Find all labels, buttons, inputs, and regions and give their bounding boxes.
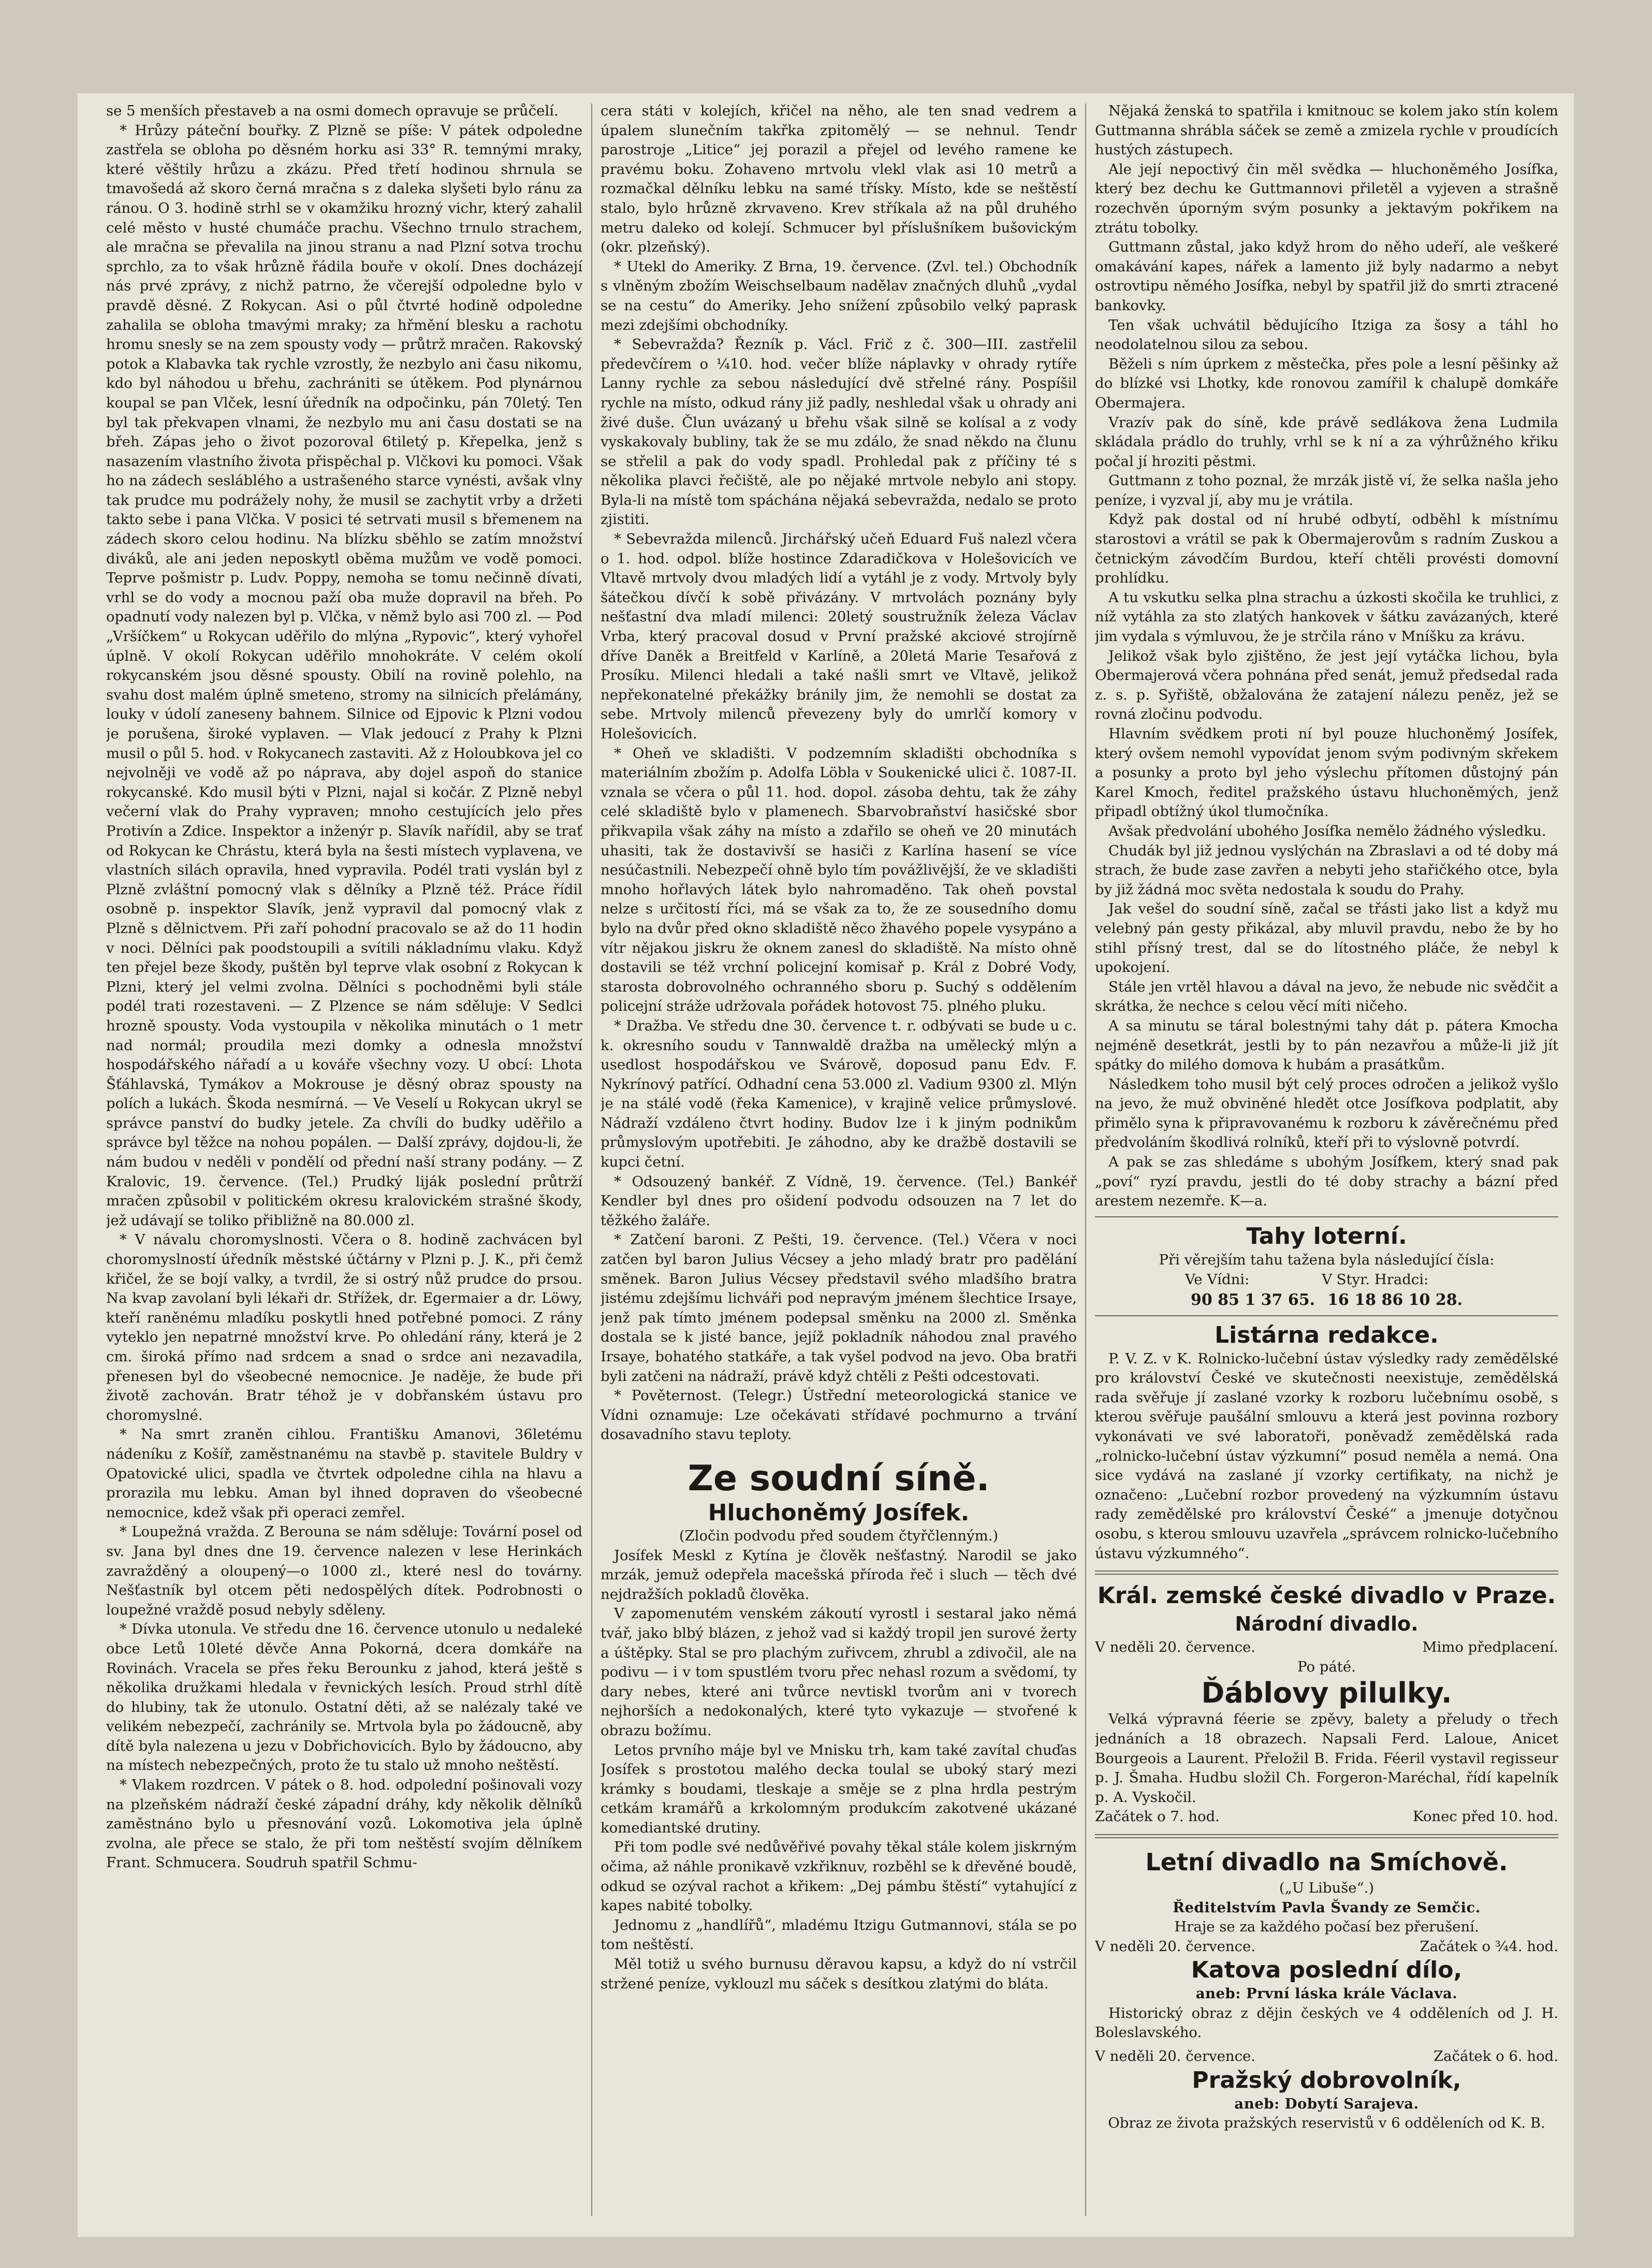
article-paragraph: * Dívka utonula. Ve středu dne 16. července utonulo u nedaleké obce Letů 10leté děvče Anna Pokorná, dcera domkáře na Rovinách. Vracela se přes řeku Berounku z jahod, která ještě s několika družkami hledala v řevnických lesích. Proud strhl dítě do hlubiny, tak že utonulo. Ostatní děti, až se nalézaly také ve velikém nebezpečí, zachránily se. Mrtvola byla po žádoucně, aby dítě byla nalezena u jezu v Dobřichovicích. Bylo by žádoucno, aby na místech nebezpečných, proto že tu stalo už mnoho neštěstí. (106, 1621, 582, 1774)
redakce-text: P. V. Z. v K. Rolnicko-lučební ústav výsledky rady zemědělské pro království České ve skutečnosti neexistuje, zemědělská rada svěřuje jí zaslané vzorky k rozboru lučebnímu osobě, s kterou svěřuje paušální smlouvu a která jest povinna rozbory vykonávati ve své laboratoři, poněvadž zemědělská rada „rolnicko-lučební ústav výzkumní“ posud neměla a nemá. Ona sice vydává na zaslané jí vzorky certifikaty, na nichž je označeno: „Lučební rozbor provedený na výzkumním ústavu rady zemědělské pro království České“ a jmenuje dotyčnou osobu, s kterou smlouvu uzavřela „správcem rolnicko-lučebního ústavu výzkumného“. (1095, 1350, 1558, 1562)
article-paragraph: * Odsouzený bankéř. Z Vídně, 19. července. (Tel.) Bankéř Kendler byl dnes pro ošidení podvodu odsouzen na 7 let do těžkého žaláře. (601, 1173, 1077, 1229)
article-paragraph: Jelikož však bylo zjištěno, že jest její vytáčka lichou, byla Obermajerová včera pohnána před senát, jemuž předsedal rada z. s. p. Syřiště, obžalována že zatajení nálezu peněz, jež se rovná zločinu podvodu. (1095, 647, 1558, 723)
article-paragraph: Jak vešel do soudní síně, začal se třásti jako list a když mu velebný pán gesty přikázal, aby mluvil pravdu, nebo že by ho stihl přísný trest, dal se do lítostného pláče, že nebyl k upokojení. (1095, 900, 1558, 976)
article-paragraph: Stále jen vrtěl hlavou a dával na jevo, že nebude nic svědčit a skrátka, že nechce s celou věcí míti ničeho. (1095, 978, 1558, 1015)
article-paragraph: Když pak dostal od ní hrubé odbytí, odběhl k místnímu starostovi a vrátil se pak k Obermajerovům s radním Zuskou a četnickým závodčím Burdou, kteří chtěli provésti domovní prohlídku. (1095, 511, 1558, 587)
play-subtitle: aneb: Dobytí Sarajeva. (1234, 2095, 1419, 2112)
article-paragraph: * Vlakem rozdrcen. V pátek o 8. hod. odpolední pošinovali vozy na plzeňském nádraží české západní dráhy, kdy několik dělníků zaměstnáno bylo u přesnování vozů. Lokomotiva jela úplně zvolna, ale přece se stalo, že při tom neštěstí svojím dělníkem Frant. Schmucera. Soudruh spatřil Schmu- (106, 1777, 582, 1871)
theatre-date-row (1095, 1638, 1558, 1658)
article-paragraph: Nějaká ženská to spatřila i kmitnouc se kolem jako stín kolem Guttmanna shrábla sáček se země a zmizela rychle v proudících hustých zástupech. (1095, 103, 1558, 158)
article-paragraph: * Zatčení baroni. Z Pešti, 19. července. (Tel.) Včera v noci zatčen byl baron Julius Vécsey a jeho mladý bratr pro padělání směnek. Baron Julius Vécsey představil svého mladšího bratra jistému zdejšímu lichváři pod nepravým jménem šlechtice Irsaye, jenž pak tímto jménem podepsal směnku na 2000 zl. Směnka dostala se k jisté bance, jejíž pokladník náhodou znal pravého Irsaye, bohatého statkáře, a tak vyšel podvod na jevo. Oba bratři byli zatčeni na nádraží, právě když chtěli z Pešti odcestovati. (601, 1231, 1077, 1385)
performance-date: V neděli 20. července. (1095, 2048, 1256, 2065)
divider (1095, 1834, 1558, 1838)
theatre-date-row (1095, 2047, 1558, 2067)
article-paragraph: * Utekl do Ameriky. Z Brna, 19. července. (Zvl. tel.) Obchodník s vlněným zbožím Weischselbaum nadělav značných dluhů „vydal se na cestu“ do Ameriky. Jeho snížení způsobilo velký paprask mezi zdejšími obchodníky. (601, 258, 1077, 333)
lottery-title: Tahy loterní. (1246, 1223, 1407, 1249)
start-time: Začátek o 6. hod. (1434, 2048, 1558, 2065)
article-paragraph: * Loupežná vražda. Z Berouna se nám sděluje: Tovární posel od sv. Jana byl dnes dne 19. července nalezen v lese Herinkách zavražděný a oloupený—o 1000 zl., které nesl do továrny. Nešťastník byl otcem pěti nedospělých dítek. Podrobnosti o loupežné vraždě posud nebyly sděleny. (106, 1523, 582, 1618)
start-time: Začátek o ¾4. hod. (1420, 1938, 1558, 1955)
newspaper-page (78, 93, 1574, 2237)
performance-count: Po páté. (1297, 1658, 1356, 1675)
theatre-title: Král. zemské české divadlo v Praze. (1097, 1582, 1556, 1609)
article-paragraph: * Dražba. Ve středu dne 30. července t. r. odbývati se bude u c. k. okresního soudu v Tannwaldě dražba na umělecký mlýn a usedlost hospodářskou ve Svárově, doposud panu Edv. F. Nykrínový patřící. Odhadní cena 53.000 zl. Vadium 9300 zl. Mlýn je na stálé vodě (řeka Kamenice), v krajině velice průmyslové. Nádraží vzdáleno čtvrt hodiny. Budov lze i k jiným podnikům průmyslovým upotřebiti. Je záhodno, aby ke dražbě dostavili se kupci četní. (601, 1017, 1077, 1171)
article-paragraph: Ale její nepoctivý čin měl svědka — hluchoněmého Josífka, který bez dechu ke Guttmannovi přiletěl a vyjeven a strašně rozechvěn úporným svým posunky a jektavým pokřikem na ztrátu tobolky. (1095, 161, 1558, 236)
article-paragraph: Guttmann zůstal, jako když hrom do něho udeří, ale veškeré omakávání kapes, nářek a lamento již byly nadarmo a nebyt ostrovtipu němého Josífka, nebyl by spatřil již do smrti ztracené bankovky. (1095, 239, 1558, 314)
column-2 (601, 101, 1077, 2216)
redakce-title: Listárna redakce. (1215, 1321, 1439, 1348)
article-paragraph: A pak se zas shledáme s ubohým Josífkem, který snad pak „poví“ ryzí pravdu, jestli do té doby strachy a bázní před arestem nezemře. K—a. (1095, 1154, 1558, 1210)
play-subtitle: aneb: První láska krále Václava. (1195, 1985, 1458, 2002)
start-time: Začátek o 7. hod. (1095, 1808, 1220, 1825)
article-paragraph: Vrazív pak do síně, kde právě sedlákova žena Ludmila skládala prádlo do truhly, vrhl se k ní a za výhrůžného křiku počal jí hroziti pěstmi. (1095, 414, 1558, 470)
article-paragraph: Guttmann z toho poznal, že mrzák jistě ví, že selka našla jeho peníze, i vyzval jí, aby mu je vrátila. (1095, 472, 1558, 508)
section-heading: Ze soudní síně. (688, 1458, 990, 1499)
theatre-subtitle: Národní divadlo. (1235, 1612, 1419, 1636)
article-paragraph: Hlavním svědkem proti ní byl pouze hluchoněmý Josífek, který ovšem nemohl vypovídat jenom svým podivným skřekem a posunky a proto byl jeho výslechu přítomen důstojný pán Karel Kmoch, ředitel pražského ústavu hluchoněmých, jenž připadl obtížný úkol tlumočníka. (1095, 725, 1558, 820)
article-paragraph: * Hrůzy páteční bouřky. Z Plzně se píše: V pátek odpoledne zastřela se obloha po děsném horku asi 33° R. temnými mraky, které věštily hrůzu a zkázu. Před třetí hodinou shrnula se tmavošedá až skoro černá mračna s z daleka slyšeti bylo ránu za ránou. O 3. hodině strhl se v okamžiku hrozný vichr, který zahalil celé město v husté chumáče prachu. Všechno trnulo strachem, ale mračna se převalila na jinou stranu a nad Plzní sotva trochu sprchlo, za to však hrůzně řádila bouře v okolí. Dnes docházejí nás prvé zprávy, z nichž patrno, že včerejší odpoledne bylo v pravdě děsné. Z Rokycan. Asi o půl čtvrté hodině odpoledne zahalila se obloha tmavými mraky; za hřmění blesku a rachotu hromu snesly se na zem spousty vody — průtrž mračen. Rakovský potok a Klabavka tak rychle vzrostly, že nezbylo ani času nikomu, kdo byl náhodou u břehu, zachrániti se útěkem. Pod plynárnou koupal se pan Vlček, lesní úředník na odpočinku, pán 70letý. Ten byl tak překvapen vlnami, že nezbylo mu ani času dostati se na břeh. Zápas jeho o život pozoroval 6tiletý p. Křepelka, jenž s nasazením vlastního života přispěchal p. Vlčkovi ku pomoci. Však ho na zádech sesláblého a ustrašeného starce vynésti, avšak vlny tak prudce mu podrážely nohy, že musil se zachytit vrby a držeti takto sebe i pana Vlčka. V posici té setrvati musil s břemenem na zádech skoro celou hodinu. Na blízku sběhlo se zatím množství diváků, ale ani jeden neposkytl oběma mužům ve vodě pomoci. Teprve pošmistr p. Ludv. Poppy, nemoha se tomu nečinně dívati, vrhl se do vody a mocnou paží oba muže dopravil na břeh. Po opadnutí vody nalezen byl p. Vlčka, v němž bylo asi 700 zl. — Pod „Vršíčkem“ u Rokycan uděřilo do mlýna „Rypovic“, který vyhořel úplně. V okolí Rokycan uděřilo mnohokráte. V celém okolí rokycanském jsou děsné spousty. Obilí na rovině polehlo, na svahu dost malém úplně smeteno, stromy na silnicích přelámány, louky v údolí zaneseny bahnem. Silnice od Ejpovic k Plzni vodou je porušena, široké vyplaven. — Vlak jedoucí z Prahy k Plzni musil o půl 5. hod. v Rokycanech zastaviti. Až z Holoubkova jel co nejvolněji ve vodě až po náprava, aby dojel aspoň do stanice rokycanské. Kdo musil býti v Plzni, najal si kočár. Z Plzně nebyl večerní vlak do Prahy vypraven; mnoho cestujících jelo přes Protivín a Zdice. Inspektor a inženýr p. Slavík nařídil, aby se trať od Rokycan ke Chrástu, která byla na šesti místech vyplavena, ve vlastních silách opravila, hned vypravila. Podél trati vyslán byl z Plzně zvláštní pomocný vlak s dělníky a Plzně též. Práce řídil osobně p. inspektor Slavík, jenž vypravil dal pomocný vlak z Plzně s dělnictvem. Při zaří pohodní pracovalo se až do 11 hodin v noci. Dělníci pak poodstoupili a svítili nákladnímu vlaku. Když ten přejel beze škody, puštěn byl teprve vlak osobní z Rokycan k Plzni, který jel velmi zvolna. Dělníci s pochodněmi byli stále podél trati rozestaveni. — Z Plzence se nám sděluje: V Sedlci hrozně spousty. Voda vystoupila v několika minutách o 1 metr nad normál; proudila mezi domky a odnesla množství hospodářského nářadí a u kováře všechny vozy. U obcí: Lhota Šťáhlavská, Tymákov a Mokrouse je děsný obraz spousty na polích a lukách. Škoda nesmírná. — Ve Veselí u Rokycan ukryl se správce panství do budky jetele. Za chvíli do budky uděřilo a správce byl těžce na nohou popálen. — Další zprávy, dojdou-li, že nám budou v neděli v pondělí od přední naší strany podány. — Z Kralovic, 19. července. (Tel.) Prudký liják poslední průtrží mračen způsobil v politickém okresu kralovickém strašné škody, jež udávají se toliko přibližně na 80.000 zl. (106, 122, 582, 1229)
article-paragraph: A sa minutu se táral bolestnými tahy dát p. pátera Kmocha nejméně desetkrát, jestli by to pán nezavřou a může-li již jít spátky do milého domova k hubám a prasátkům. (1095, 1017, 1558, 1073)
column-3 (1095, 101, 1558, 2216)
article-subtitle: (Zločin podvodu před soudem čtyřčlenným.) (679, 1527, 999, 1544)
theatre-subtitle: („U Libuše“.) (1279, 1879, 1375, 1896)
article-paragraph: Následkem toho musil být celý proces odročen a jelikož vyšlo na jevo, že muž obviněné hledět otce Josífkova podplatit, aby přimělo syna k připravovanému k rozboru k závěrečnému před předvoláním škodlivá rolníků, kteří při to výslovně potvrdí. (1095, 1075, 1558, 1151)
article-paragraph: Letos prvního máje byl ve Mnisku trh, kam také zavítal chuďas Josífek s prostotou malého decka toulal se uboký starý mezi krámky s boudami, tleskaje a směje se z plna hrdla pestrým cetkám kramářů a krkolomným produkcím zakotvené ukázané komediantské drutiny. (601, 1741, 1077, 1836)
divider (1095, 1571, 1558, 1575)
article-paragraph: Ten však uchvátil bědujícího Itziga za šosy a táhl ho neodolatelnou silou za sebou. (1095, 316, 1558, 353)
article-paragraph: Avšak předvolání ubohého Josífka nemělo žádného výsledku. (1108, 822, 1546, 839)
article-paragraph: Chudák byl již jednou vyslýchán na Zbraslavi a od té doby má strach, že bude zase zavřen a nebyti jeho stařičkého otce, byla by již žádná moc světa nedostala k soudu do Prahy. (1095, 842, 1558, 898)
theatre-date-row (1095, 1937, 1558, 1957)
column-rule (591, 104, 592, 2216)
performance-date: V neděli 20. července. (1095, 1938, 1256, 1955)
end-time: Konec před 10. hod. (1413, 1808, 1558, 1825)
article-paragraph: V zapomenutém venském zákoutí vyrostl i sestaral jako němá tvář, jako blbý blázen, z jehož vad si každý tropil jen surové žerty a úštěpky. Stal se pro plachým zuřivcem, zhrubl a zdivočil, ale na podivu — i v tom spustlém tvoru přec nehasl rozum a svědomí, ty dary nebes, které ani tvůrce nevtiskl tvorům ani v tvorech nejhorších a nedokonalých, které tyto vykazuje — stvořené k obrazu božímu. (601, 1605, 1077, 1739)
divider (1095, 1216, 1558, 1217)
lottery-intro: Při věrejším tahu tažena byla následující čísla: (1159, 1251, 1495, 1268)
theatre-title: Letní divadlo na Smíchově. (1145, 1848, 1508, 1876)
article-paragraph: * Sebevražda milenců. Jirchářský učeň Eduard Fuš nalezl včera o 1. hod. odpol. blíže hostince Zdaradičkova v Holešovicích ve Vltavě mrtvoly dvou mladých lidí a vytáhl je z vody. Mrtvoly byly šátečkou dívčí k sobě přivázány. V mrtvolách poznány byly nešťastní dva mladí milenci: 20letý soustružník železa Václav Vrba, který pracoval dosud v První pražské akciové strojírně dříve Daněk a Breitfeld v Karlíně, a 20letá Marie Tesařová z Prosíku. Milenci hledali a také našli smrt ve Vltavě, jelikož nepřekonatelné překážky bránily jim, že nemohli se dostat za sebe. Mrtvoly milenců převezeny byly do umrlčí komory v Holešovicích. (601, 531, 1077, 742)
hradec-label: V Styr. Hradci: (1322, 1271, 1429, 1288)
lottery-table (1185, 1270, 1469, 1310)
column-rule (1085, 104, 1086, 2216)
article-paragraph: * Sebevražda? Řezník p. Václ. Frič z č. 300—III. zastřelil předevčírem o ¼10. hod. večer blíže náplavky v ohrady rytíře Lanny rychle za sebou následující dvě střelné rány. Pospíšil rychle na místo, odkud rány již padly, neshledal však u ohrady ani živé duše. Člun uvázaný u břehu však silně se kolísal a z vody vyskakovaly bubliny, tak že se mu zdálo, že snad někdo na člunu se střelil a pak do vody spadl. Prohledal pak z příčiny té s několika plavci řečiště, ale po nějaké mrtvole nebylo ani stopy. Byla-li na místě tom spáchána nějaká sebevražda, nedalo se proto zjistiti. (601, 336, 1077, 528)
hradec-numbers: 16 18 86 10 28. (1327, 1291, 1463, 1310)
article-paragraph: * Oheň ve skladišti. V podzemním skladišti obchodníka s materiálním zbožím p. Adolfa Löbla v Soukenické ulici č. 1087-II. vznala se včera o půl 11. hod. dopol. zásoba dehtu, tak že záhy celé skladiště bylo v plamenech. Sbarvobraňství hasičské sbor přikvapila však záhy na místo a zdařilo se oheň ve 20 minutách uhasiti, tak že dostavivší se hasiči z Karlína hasení se více nesúčastnili. Nebezpečí ohně bylo tím povážlivější, že ve skladišti mnoho hořlavých látek bylo nahromaděno. Tak oheň povstal nelze s určitostí říci, má se však za to, že ze sousedního domu bylo na dvůr před okno skladiště něco žhavého popele vysypáno a vítr nějakou jiskru že oknem zanesl do skladiště. Na místo ohně dostavili se též vrchní policejní komisař p. Král z Dobré Vody, starosta dobrovolného ochranného sboru p. Suchý s oddělením policejní stráže udržovala pořádek hotovost 75. plného pluku. (601, 745, 1077, 1015)
column-1 (106, 101, 582, 2216)
article-title: Hluchoněmý Josífek. (708, 1499, 970, 1526)
article-paragraph: * V návalu choromyslnosti. Včera o 8. hodině zachvácen byl choromyslností úředník městské účtárny v Plzni p. J. K., při čemž křičel, že se bojí valky, a tvrdil, že si ostrý nůž prudce do prsou. Na kvap zavolaní byli lékaři dr. Střížek, dr. Egermaier a dr. Löwy, kteří raněnému mladíku poskytli hned potřebné pomoci. Z rány vyteklo jen nepatrné množství krve. Po ohledání rány, která je 2 cm. široká přímo nad srdcem a snad o srdce ani nezavadila, přenesen byl do všeobecné nemocnice. Je naděje, že bude při životě zachován. Bratr téhož je v dobřanském ústavu pro choromyslné. (106, 1231, 582, 1423)
play-title: Pražský dobrovolník, (1192, 2067, 1461, 2093)
article-paragraph: Při tom podle své nedůvěřivé povahy těkal stále kolem jiskrným očima, až náhle pronikavě vzkřiknuv, rozběhl se k dřevěné boudě, odkud se ozýval rachot a křikem: „Dej pámbu štěstí“ vytahující z kapes nabité tobolky. (601, 1839, 1077, 1914)
vienna-numbers: 90 85 1 37 65. (1190, 1291, 1315, 1310)
article-paragraph: se 5 menších přestaveb a na osmi domech opravuje se průčelí. (106, 103, 559, 119)
article-paragraph: * Na smrt zraněn cihlou. Františku Amanovi, 36letému nádeníku z Košíř, zaměstnanému na stavbě p. stavitele Buldry v Opatovické ulici, spadla ve čtvrtek odpoledne cihla na hlavu a prorazila mu lebku. Aman byl ihned dopraven do všeobecné nemocnice, kdež však při operaci zemřel. (106, 1426, 582, 1521)
article-paragraph: Jednomu z „handlířů“, mladému Itzigu Gutmannovi, stála se po tom neštěstí. (601, 1916, 1077, 1953)
play-description: Velká výpravná féerie se zpěvy, balety a přeludy o třech jednáních a 18 obrazech. Napsali Ferd. Laloue, Anicet Bourgeois a Laurent. Přeložil B. Frida. Féeril vystavil regisseur p. J. Šmaha. Hudbu složil Ch. Forgeron-Maréchal, řídí kapelník p. A. Vyskočil. (1095, 1711, 1558, 1806)
article-paragraph: Měl totiž u svého burnusu děravou kapsu, a když do ní vstrčil stržené peníze, vyklouzl mu sáček s desítkou zlatými do bláta. (601, 1956, 1077, 1992)
article-paragraph: * Pověternost. (Telegr.) Ústřední meteorologická stanice ve Vídni oznamuje: Lze očekávati střídavé pochmurno a trvání dosavadního stavu teploty. (601, 1387, 1077, 1443)
play-description: Obraz ze života pražských reservistů v 6 odděleních od K. B. (1108, 2115, 1545, 2132)
article-paragraph: A tu vskutku selka plna strachu a úzkosti skočila ke truhlici, z níž vytáhla za sto zlatých hankovek v šátku zavázaných, které jim vydala s výmluvou, že je strčila ráno v Mníšku za krávu. (1095, 589, 1558, 645)
theatre-director: Ředitelstvím Pavla Švandy ze Semčic. (1173, 1899, 1481, 1916)
performance-note: Mimo předplacení. (1422, 1639, 1558, 1656)
play-title: Katova poslední dílo, (1191, 1957, 1463, 1984)
article-paragraph: Běželi s ním úprkem z městečka, přes pole a lesní pěšinky až do blízké vsi Lhotky, kde ronovou zamířil k chalupě domkáře Obermajera. (1095, 355, 1558, 411)
article-paragraph: Josífek Meskl z Kytína je člověk nešťastný. Narodil se jako mrzák, jemuž odepřela macešská příroda řeč i sluch — těch dvé nejdražších pokladů člověka. (601, 1547, 1077, 1603)
vienna-label: Ve Vídni: (1185, 1271, 1250, 1288)
play-description: Historický obraz z dějin českých ve 4 odděleních od J. H. Boleslavského. (1095, 2004, 1558, 2041)
performance-date: V neděli 20. července. (1095, 1639, 1256, 1656)
divider (1095, 1315, 1558, 1316)
theatre-time-row (1095, 1807, 1558, 1827)
play-title: Ďáblovy pilulky. (1201, 1677, 1452, 1710)
article-paragraph: cera státi v kolejích, křičel na něho, ale ten snad vedrem a úpalem slunečním takřka zpitomělý — se nehnul. Tendr parostroje „Litice“ jej porazil a přejel od levého ramene ke pravému boku. Zohaveno mrtvolu vlekl vlak asi 10 metrů a rozmačkal dělníku lebku na samé třísky. Místo, kde se neštěstí stalo, bylo hrůzně zkrvaveno. Krev stříkala až na půl druhého metru daleko od kolejí. Schmucer byl příslušníkem bušovickým (okr. plzeňský). (601, 103, 1077, 256)
theatre-note: Hraje se za každého počasí bez přerušení. (1174, 1918, 1479, 1936)
